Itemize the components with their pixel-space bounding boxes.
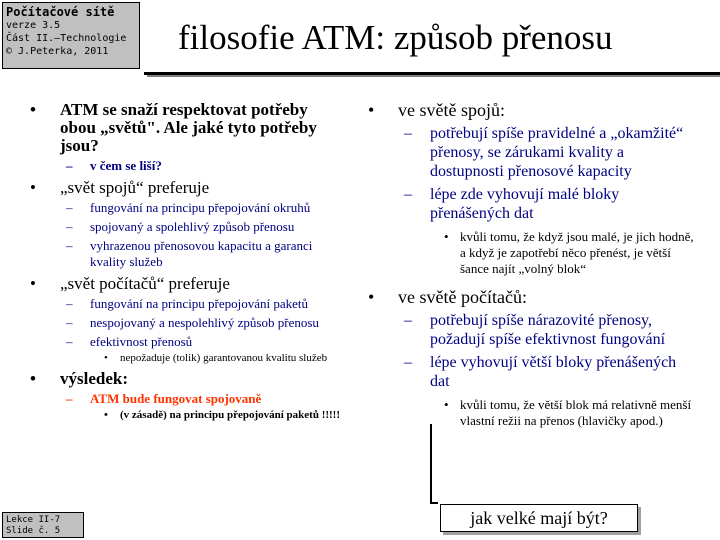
left-bullet-4-sub-1: – ATM bude fungovat spojovaně	[30, 391, 340, 407]
copyright-label: © J.Peterka, 2011	[6, 46, 109, 57]
right-bullet-2-sub-2-detail: • kvůli tomu, že větší blok má relativně menší vlastní režii na přenos (hlavičky apod.)	[368, 397, 698, 429]
callout-bracket-foot	[430, 502, 438, 504]
left-bullet-1: • ATM se snaží respektovat potřeby obou „světů". Ale jaké tyto potřeby jsou?	[30, 101, 340, 155]
left-column	[30, 96, 340, 422]
right-column	[368, 96, 698, 429]
title-rule-shadow	[147, 75, 720, 77]
right-bullet-2: • ve světě počítačů:	[368, 287, 698, 307]
left-bullet-4: • výsledek:	[30, 370, 340, 388]
right-bullet-1-sub-2: – lépe zde vyhovují malé bloky přenášených dat	[368, 185, 698, 223]
left-bullet-2-sub-2: – spojovaný a spolehlivý způsob přenosu	[30, 219, 340, 235]
left-bullet-3-sub-3-detail: • nepožaduje (tolik) garantovanou kvalitu služeb	[30, 352, 340, 365]
left-bullet-3-sub-1: – fungování na principu přepojování paketů	[30, 296, 340, 312]
course-name: Počítačové sítě	[6, 5, 115, 19]
left-bullet-1-sub-1: – v čem se liší?	[30, 158, 340, 174]
course-info-box	[2, 2, 140, 69]
left-bullet-2-sub-3: – vyhrazenou přenosovou kapacitu a garanci kvality služeb	[30, 238, 340, 270]
left-bullet-3-sub-2: – nespojovaný a nespolehlivý způsob přenosu	[30, 315, 340, 331]
left-bullet-2: • „svět spojů“ preferuje	[30, 179, 340, 197]
right-bullet-1-sub-1: – potřebují spíše pravidelné a „okamžité“ přenosy, se zárukami kvality a dostupnosti přenosové kapacity	[368, 124, 698, 181]
part-label: Část II.–Technologie	[6, 33, 127, 44]
right-bullet-1-sub-2-detail: • kvůli tomu, že když jsou malé, je jich hodně, a když je zapotřebí něco přenést, je větší šance najít „volný blok“	[368, 229, 698, 277]
lesson-label: Lekce II-7	[6, 515, 61, 525]
left-bullet-2-sub-1: – fungování na principu přepojování okruhů	[30, 200, 340, 216]
callout-bracket	[430, 424, 432, 504]
right-bullet-1: • ve světě spojů:	[368, 100, 698, 120]
left-bullet-3: • „svět počítačů“ preferuje	[30, 275, 340, 293]
right-bullet-2-sub-1: – potřebují spíše nárazovité přenosy, požadují spíše efektivnost fungování	[368, 311, 698, 349]
right-bullet-2-sub-2: – lépe vyhovují větší bloky přenášených dat	[368, 353, 698, 391]
slide-number-box	[2, 512, 84, 538]
version-label: verze 3.5	[6, 20, 61, 31]
slide-label: Slide č. 5	[6, 526, 61, 536]
slide-title: filosofie ATM: způsob přenosu	[178, 18, 613, 57]
left-bullet-3-sub-3: – efektivnost přenosů	[30, 334, 340, 350]
callout-box: jak velké mají být?	[440, 504, 638, 532]
left-bullet-4-sub-1-detail: • (v zásadě) na principu přepojování paketů !!!!!	[30, 409, 340, 422]
